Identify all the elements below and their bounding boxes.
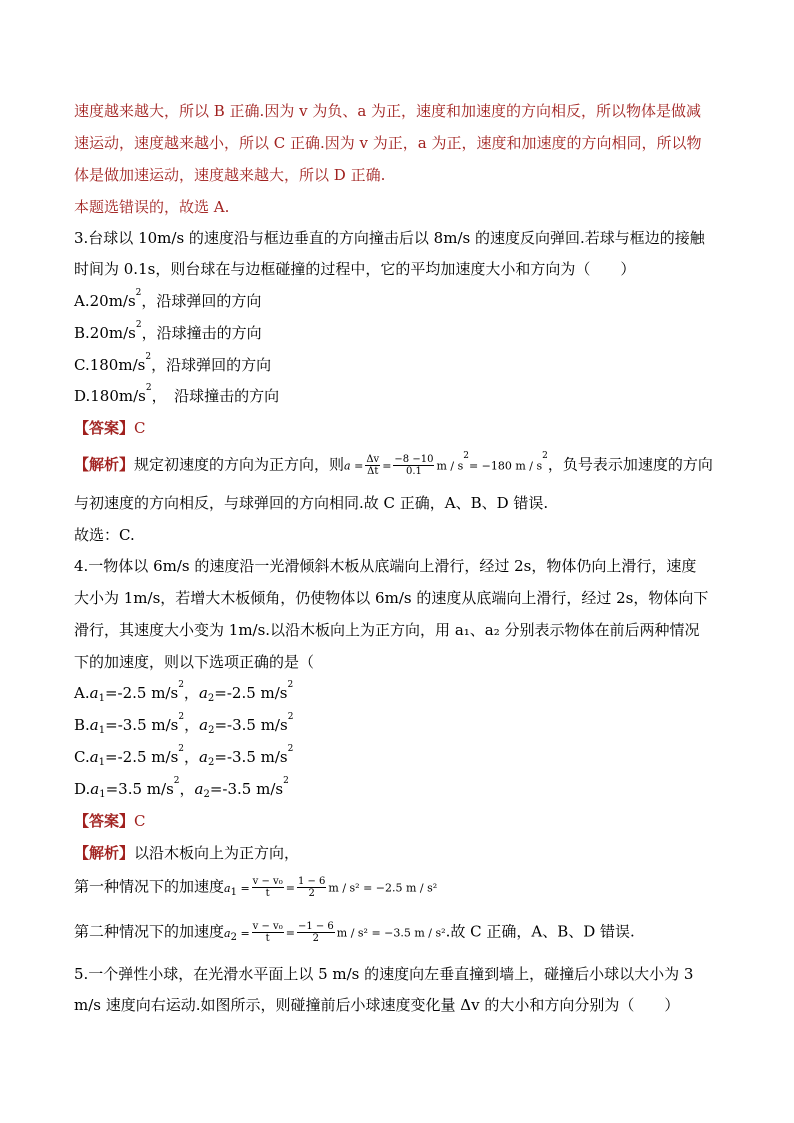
question-3-stem: 时间为 0.1s，则台球在与边框碰撞的过程中，它的平均加速度大小和方向为（ ） bbox=[74, 260, 636, 278]
question-5-stem: m/s 速度向右运动.如图所示，则碰撞前后小球速度变化量 Δv 的大小和方向分别为（ ） bbox=[74, 996, 680, 1014]
question-4-stem: 下的加速度，则以下选项正确的是（ bbox=[74, 653, 315, 671]
question-3-stem: 3.台球以 10m/s 的速度沿与框边垂直的方向撞击后以 8m/s 的速度反向弹回.若球与框边的接触 bbox=[74, 229, 705, 247]
question-4-stem: 4.一物体以 6m/s 的速度沿一光滑倾斜木板从底端向上滑行，经过 2s，物体仍向上滑行，速度 bbox=[74, 557, 697, 575]
question-5-stem: 5.一个弹性小球，在光滑水平面上以 5 m/s 的速度向左垂直撞到墙上，碰撞后小球以大小为 3 bbox=[74, 965, 694, 983]
question-4-stem: 大小为 1m/s，若增大木板倾角，仍使物体以 6m/s 的速度从底端向上滑行，经过 2s，物体向下 bbox=[74, 589, 709, 607]
q4-option-c: $C.a_1=-2.5$ $m/s^2$，$a_2=-3.5$ $m/s^2$ bbox=[74, 744, 294, 768]
q4-answer: 【答案】C bbox=[74, 812, 146, 830]
q4-case-2: 第二种情况下的加速度$a_2$ = $\frac{\text{v − v₀}}{t}$ = $\frac{-1 - 6}{2}$ m / s² = −3.5 m / s².故 C 正确，A、B、D 错误. bbox=[74, 921, 635, 944]
q3-option-c: $C.180m/s^2$，沿球弹回的方向 bbox=[74, 352, 272, 374]
q4-option-b: $B.a_1=-3.5$ $m/s^2$，$a_2=-3.5$ $m/s^2$ bbox=[74, 712, 294, 736]
q3-option-d: $D.180m/s^2$， 沿球撞击的方向 bbox=[74, 383, 280, 405]
q3-analysis: 与初速度的方向相反，与球弹回的方向相同.故 C 正确，A、B、D 错误. bbox=[74, 494, 549, 512]
q4-option-d: $D.a_1=3.5$ $m/s^2$，$a_2=-3.5$ $m/s^2$ bbox=[74, 776, 289, 800]
q3-option-a: $A.20m/s^2$，沿球弹回的方向 bbox=[74, 288, 262, 310]
q4-analysis: 【解析】以沿木板向上为正方向， bbox=[74, 844, 300, 862]
prev-solution-line: 速度越来越大，所以 B 正确.因为 v 为负、a 为正，速度和加速度的方向相反，所以物体是做减 bbox=[74, 102, 702, 120]
q3-answer: 【答案】C bbox=[74, 419, 146, 437]
prev-solution-line: 速运动，速度越来越小，所以 C 正确.因为 v 为正，a 为正，速度和加速度的方向相同，所以物 bbox=[74, 134, 702, 152]
q4-case-1: 第一种情况下的加速度$a_1$ = $\frac{\text{v − v₀}}{t}$ = $\frac{1 - 6}{2}$ m / s² = −2.5 m / s² bbox=[74, 876, 438, 899]
q4-option-a: $A.a_1=-2.5$ $m/s^2$，$a_2=-2.5$ $m/s^2$ bbox=[74, 680, 294, 704]
prev-solution-line: 体是做加速运动，速度越来越大，所以 D 正确. bbox=[74, 166, 386, 184]
q3-analysis: 【解析】规定初速度的方向为正方向，则a = $\frac{\Delta v}{\Delta t}$ = $\frac{-8 -10}{0.1}$ $m / s^2= -180$ m / $s^2$，负号表示加速度的方向 bbox=[74, 451, 713, 477]
q3-option-b: $B.20m/s^2$，沿球撞击的方向 bbox=[74, 320, 262, 342]
q3-conclusion: 故选：C. bbox=[74, 526, 135, 544]
prev-solution-conclusion: 本题选错误的，故选 A. bbox=[74, 198, 230, 216]
question-4-stem: 滑行，其速度大小变为 1m/s.以沿木板向上为正方向，用 a₁、a₂ 分别表示物体在前后两种情况 bbox=[74, 621, 700, 639]
